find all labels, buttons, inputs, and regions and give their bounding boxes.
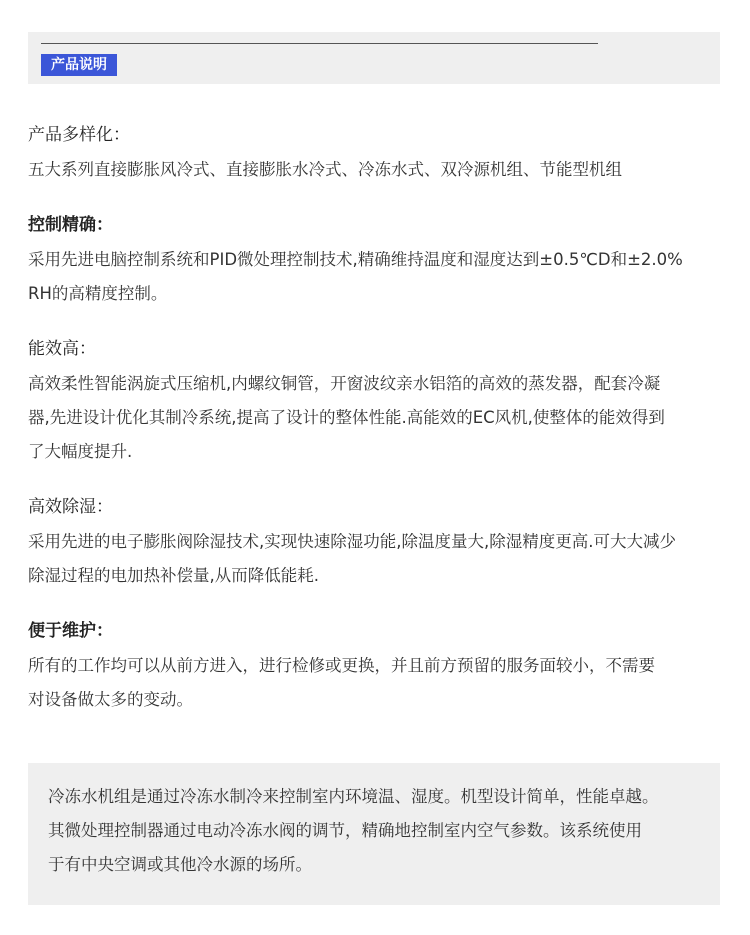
summary-line: 其微处理控制器通过电动冷冻水阀的调节，精确地控制室内空气参数。该系统使用 — [48, 821, 642, 840]
body-line: 五大系列直接膨胀风冷式、直接膨胀水冷式、冷冻水式、双冷源机组、节能型机组 — [28, 160, 622, 179]
section-body — [28, 153, 734, 187]
summary-line: 于有中央空调或其他冷水源的场所。 — [48, 855, 312, 874]
section-maintenance — [28, 614, 734, 717]
section-heading: 控制精确： — [28, 215, 113, 235]
section-body — [28, 649, 734, 717]
body-line: 除湿过程的电加热补偿量,从而降低能耗. — [28, 566, 319, 585]
summary-panel — [28, 763, 720, 905]
section-heading: 高效除湿： — [28, 497, 113, 517]
feature-sections — [28, 118, 734, 738]
section-body — [28, 525, 734, 593]
section-high-efficiency — [28, 332, 734, 469]
section-heading: 便于维护： — [28, 621, 113, 641]
body-line: 高效柔性智能涡旋式压缩机,内螺纹铜管，开窗波纹亲水铝箔的高效的蒸发器，配套冷凝 — [28, 374, 661, 393]
header-panel — [28, 32, 720, 84]
section-heading: 产品多样化： — [28, 125, 130, 145]
section-product-variety — [28, 118, 734, 187]
body-line: RH的高精度控制。 — [28, 284, 168, 303]
body-line: 采用先进电脑控制系统和PID微处理控制技术,精确维持温度和湿度达到±0.5℃D和±2.0% — [28, 250, 683, 269]
body-line: 器,先进设计优化其制冷系统,提高了设计的整体性能.高能效的EC风机,使整体的能效得到 — [28, 408, 665, 427]
body-line: 采用先进的电子膨胀阀除湿技术,实现快速除湿功能,除温度量大,除湿精度更高.可大大减少 — [28, 532, 676, 551]
section-heading: 能效高： — [28, 339, 96, 359]
body-line: 所有的工作均可以从前方进入，进行检修或更换，并且前方预留的服务面较小，不需要 — [28, 656, 655, 675]
body-line: 对设备做太多的变动。 — [28, 690, 193, 709]
section-dehumidification — [28, 490, 734, 593]
body-line: 了大幅度提升. — [28, 442, 133, 461]
section-body — [28, 367, 734, 469]
header-divider — [41, 43, 598, 44]
section-title-tag: 产品说明 — [41, 54, 117, 76]
section-body — [28, 243, 734, 311]
section-precise-control — [28, 208, 734, 311]
summary-line: 冷冻水机组是通过冷冻水制冷来控制室内环境温、湿度。机型设计简单，性能卓越。 — [48, 787, 659, 806]
